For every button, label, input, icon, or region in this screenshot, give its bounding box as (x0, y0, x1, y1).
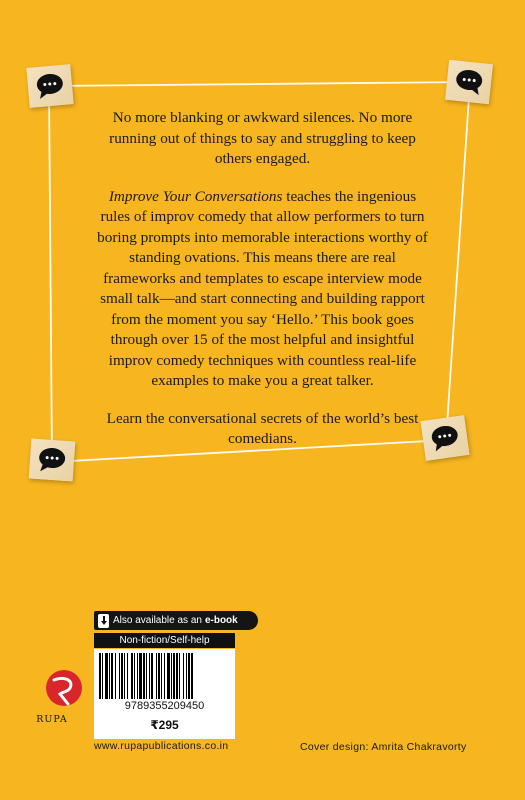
barcode-bar (191, 653, 193, 699)
ebook-prefix: Also available as an (113, 615, 202, 626)
download-icon (98, 614, 109, 628)
barcode-bar (173, 653, 175, 699)
publisher-name: RUPA (36, 714, 68, 725)
sticky-note-top-right (445, 60, 493, 104)
barcode-bar (139, 653, 142, 699)
barcode-bar (149, 653, 150, 699)
barcode-bar (134, 653, 135, 699)
genre-label: Non-fiction/Self-help (94, 633, 235, 648)
barcode-bar (151, 653, 153, 699)
barcode-bar (164, 653, 165, 699)
publisher-website[interactable]: www.rupapublications.co.in (94, 740, 229, 752)
barcode-bar (131, 653, 133, 699)
barcode-bar (109, 653, 110, 699)
blurb-paragraph-2 (95, 187, 430, 392)
speech-bubble-icon (453, 67, 486, 98)
barcode-bar (161, 653, 162, 699)
barcode-bar (143, 653, 145, 699)
barcode-bar (183, 653, 184, 699)
barcode-bar (105, 653, 108, 699)
isbn-number: 9789355209450 (124, 700, 205, 712)
sticky-note-top-left (26, 64, 73, 108)
barcode-bar (102, 653, 103, 699)
barcode-bar (124, 653, 125, 699)
price: ₹295 (150, 718, 179, 732)
barcode-bar (186, 653, 187, 699)
barcode-bar (146, 653, 147, 699)
speech-bubble-icon (428, 422, 462, 454)
barcode-bar (111, 653, 113, 699)
barcode-bar (176, 653, 178, 699)
barcode-bar (99, 653, 101, 699)
speech-bubble-icon (34, 71, 66, 102)
sticky-note-bottom-left (29, 439, 76, 482)
barcode-bar (158, 653, 160, 699)
blurb-paragraph-1: No more blanking or awkward silences. No more running out of things to say and struggling to keep others engaged. (109, 109, 416, 167)
barcode-bar (171, 653, 172, 699)
barcode-bar (179, 653, 180, 699)
ebook-bold: e-book (204, 615, 238, 626)
barcode-box (94, 649, 235, 739)
book-title: Improve Your Conversations (108, 187, 283, 205)
blurb-paragraph-3: Learn the conversational secrets of the world’s best comedians. (106, 409, 419, 447)
barcode-bar (115, 653, 116, 699)
speech-bubble-icon (36, 445, 68, 475)
cover-credit: Cover design: Amrita Chakravorty (300, 741, 467, 753)
barcode-bar (188, 653, 190, 699)
blurb-paragraph-2-body: teaches the ingenious rules of improv comedy that allow performers to turn boring prompts into memorable interactions worthy of standing ovations. This means there are real frameworks and templates to escape interview mode small talk—and start connecting and building rapport from the moment you say ‘Hello.’ This book goes through over 15 of the most helpful and insightful improv comedy techniques with countless real-life examples to make you a great talker. (97, 187, 428, 389)
barcode-bar (127, 653, 128, 699)
barcode-bar (167, 653, 170, 699)
barcode-bar (121, 653, 123, 699)
barcode-bar (137, 653, 138, 699)
barcode-bar (119, 653, 120, 699)
barcode-bar (156, 653, 157, 699)
barcode (97, 653, 232, 699)
book-blurb (95, 108, 430, 467)
ebook-banner (94, 611, 258, 630)
